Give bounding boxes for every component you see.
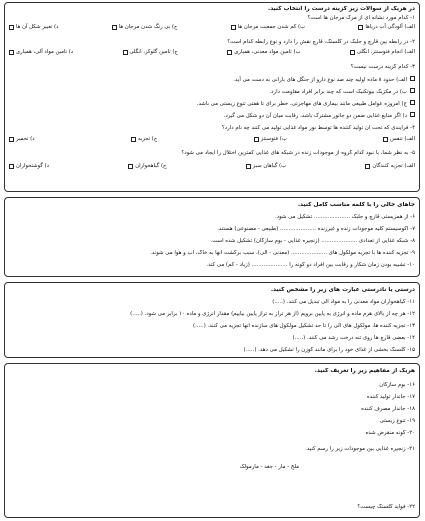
true-false-item: ۱۳- تجزیه کننده ها، مولکول های آلی را تا حد تشکیل مولکول های سازنده آنها تجزیه می کنند. (.....): [193, 323, 415, 329]
option[interactable]: ب) تامین مواد معدنی، همیاری: [227, 49, 300, 56]
question-3-option-c[interactable]: ج) امروزه عوامل طبیعی مانند بیماری های مهاجرتی، خطر برای تا هفتی تنوع زیستی می باشد.: [9, 100, 415, 108]
true-false-item: ۱۵- گلسنگ بخشی از غذای خود را برای مانند گوزن را تشکیل می دهد. (.....): [243, 347, 415, 353]
definition-item: ۱۷- جاندار تولید کننده: [366, 394, 415, 400]
question-1-options: [9, 24, 415, 31]
checkbox[interactable]: [231, 25, 236, 30]
checkbox[interactable]: [410, 76, 415, 81]
blank-item: ۹- تجزیه کننده ها با تجزیه مولکول های ..................... (معدنی - آلی)، سبب برگشت آنها به خاک، آب و هوا می شوند.: [150, 250, 415, 256]
exam-page: [4, 2, 421, 518]
checkbox[interactable]: [365, 164, 370, 169]
section-title: هریک از مفاهیم زیر را تعریف کنید.: [314, 368, 415, 374]
checkbox[interactable]: [350, 50, 355, 55]
question-1: ۱- کدام مورد نشانه ای از مرگ مرجان ها است؟: [307, 15, 415, 21]
option[interactable]: ب) گیاهان سبز: [246, 163, 286, 170]
question-3-option-b[interactable]: ب) در مکزیک بیوتکنیک است که چند برابر افراد مقاومت دارد.: [9, 88, 415, 96]
checkbox[interactable]: [410, 112, 415, 117]
checkbox[interactable]: [358, 25, 363, 30]
section-title: جاهای خالی را با کلمه مناسب کامل کنید.: [297, 202, 415, 208]
checkbox[interactable]: [246, 164, 251, 169]
blank-item: ۸- شبکه غذایی از تعدادی ..................... (زنجیره غذایی - بوم سازگان) تشکیل شده است.: [210, 238, 415, 244]
multiple-choice-section: [4, 2, 420, 192]
checkbox[interactable]: [112, 25, 117, 30]
blank-item: ۱۰- تشبیه بودن زمان شکار و رقابت بین افراد دو گونه را ..................... (زیاد - کم) می کند.: [206, 262, 415, 268]
option[interactable]: د) تغییر شکل آن ها: [9, 24, 58, 31]
checkbox[interactable]: [9, 25, 14, 30]
option[interactable]: د) گوشتخواران: [9, 163, 49, 170]
food-chain-question: ۲۱- زنجیره غذایی بین موجودات زیر را رسم کنید.: [305, 446, 415, 452]
question-2-options: [9, 49, 415, 56]
checkbox[interactable]: [383, 137, 388, 142]
checkbox[interactable]: [254, 137, 259, 142]
checkbox[interactable]: [131, 137, 136, 142]
fill-in-blanks-section: [4, 197, 420, 277]
checkbox[interactable]: [9, 164, 14, 169]
lichen-benefits-question: ۲۲- فواید گلسنگ چیست؟: [357, 504, 415, 510]
checkbox[interactable]: [128, 164, 133, 169]
option[interactable]: ج) تامین گلوکز، انگلی: [123, 49, 178, 56]
true-false-item: ۱۱- گیاهخواران مواد معدنی را به مواد آلی تبدیل می کنند. (.....): [272, 299, 415, 305]
option[interactable]: الف) آلودگی آب دریاها: [358, 24, 415, 31]
option[interactable]: الف) تجزیه کنندگان: [365, 163, 415, 170]
blank-item: ۶- از همزیستی قارچ و جلبک ..................... تشکیل می شود.: [275, 214, 415, 220]
definition-item: ۱۶- بوم سازگان: [379, 382, 415, 388]
checkbox[interactable]: [410, 100, 415, 105]
option[interactable]: ج) بی رنگ شدن مرجان ها: [112, 24, 178, 31]
definitions-section: [4, 363, 420, 518]
option[interactable]: ب) کم شدن جمعیت مرجان ها: [231, 24, 305, 31]
checkbox[interactable]: [9, 137, 14, 142]
option[interactable]: الف) انجام فتوسنتز، انگلی: [350, 49, 415, 56]
food-chain-organisms: ملخ - مار - جغد - مارمولک: [239, 464, 299, 470]
true-false-item: ۱۲- هر چه از بالای هرم ماده و انرژی به پایین برویم (از هر تراز به تراز پایین بیاییم) مقدار انرژی و ماده ۱۰ برابر می شود. (.....): [130, 311, 415, 317]
question-4-options: [9, 136, 415, 143]
question-3: ۳- کدام گزینه درست نیست؟: [350, 64, 415, 70]
question-4: ۴- فرایندی که تحت آن تولید کننده ها توسط نور مواد غذایی تولید می کنند چه نام دارد؟: [221, 125, 415, 131]
definition-item: ۱۸- جاندار مصرف کننده: [361, 406, 415, 412]
question-3-option-d[interactable]: د) اگر منابع غذایی ضمن دو جانور مشترک باشد، رقابت میان آن دو شکل می گیرد.: [9, 112, 415, 120]
option[interactable]: د) تخمیر: [9, 136, 35, 143]
blank-item: ۷- اکوسیستم کلیه موجودات زنده و غیرزنده ..................... (طبیعی - مصنوعی) هستند.: [217, 226, 415, 232]
option[interactable]: ج) گیاهخواران: [128, 163, 166, 170]
checkbox[interactable]: [410, 88, 415, 93]
question-5-options: [9, 163, 415, 170]
checkbox[interactable]: [123, 50, 128, 55]
checkbox[interactable]: [9, 50, 14, 55]
question-5: ۵- به نظر شما، با نبود کدام گروه از موجودات زنده در شبکه های غذایی کمترین اختلال را ایجاد می شود؟: [181, 150, 415, 156]
question-2: ۲- در رابطه بین قارچ و جلبک در گلسنگ، قارچ نقش را دارد و نوع رابطه کدام است؟: [227, 39, 415, 45]
question-3-option-a[interactable]: الف) حدود ۸ ماده اولیه چند صد نوع دارو از جنگل های بارانی به دست می آید.: [9, 76, 415, 84]
definition-item: ۲۰- گونه منقرض شده: [365, 430, 415, 436]
definition-item: ۱۹- تنوع زیستی: [379, 418, 415, 424]
true-false-section: [4, 282, 420, 358]
section-title: در هریک از سوالات زیر گزینه درست را انتخاب کنید.: [268, 6, 415, 12]
checkbox[interactable]: [227, 50, 232, 55]
true-false-item: ۱۴- بعضی قارچ ها روی تنه درخت رشد می کنند. (.....): [292, 335, 415, 341]
option[interactable]: ب) فتوسنتز: [254, 136, 287, 143]
option[interactable]: الف) تنفس: [383, 136, 415, 143]
section-title: درستی یا نادرستی عبارت های زیر را مشخص کنید.: [270, 287, 415, 293]
option[interactable]: د) تامین مواد آلی، همیاری: [9, 49, 73, 56]
option[interactable]: ج) تجزیه: [131, 136, 157, 143]
